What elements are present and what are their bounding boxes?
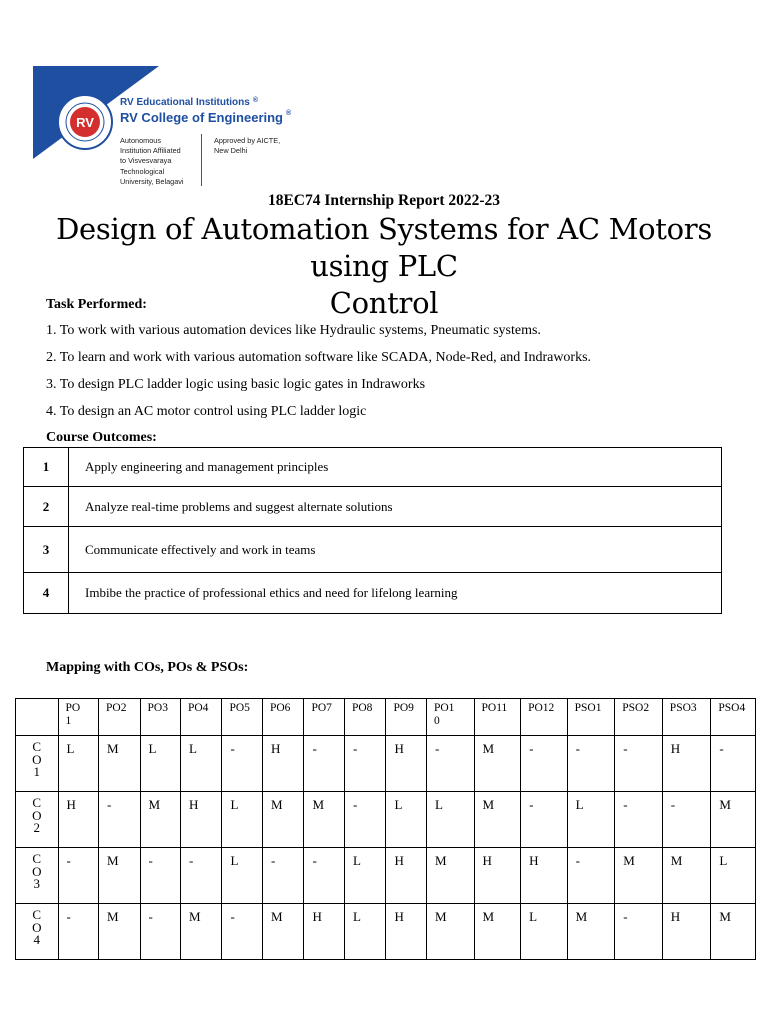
mapping-column-header: PO9	[386, 699, 426, 736]
outcome-number: 2	[24, 487, 69, 527]
mapping-column-header: PSO1	[567, 699, 615, 736]
mapping-cell: H	[474, 848, 521, 904]
task-item: 4. To design an AC motor control using PLC ladder logic	[46, 404, 367, 419]
mapping-column-header: PO7	[304, 699, 344, 736]
mapping-cell: -	[344, 792, 386, 848]
mapping-cell: -	[662, 792, 711, 848]
mapping-cell: H	[180, 792, 222, 848]
mapping-cell: -	[615, 736, 663, 792]
mapping-column-header: PSO4	[711, 699, 756, 736]
mapping-heading: Mapping with COs, POs & PSOs:	[46, 660, 249, 675]
mapping-cell: M	[99, 736, 141, 792]
mapping-row-label: C O 4	[16, 904, 59, 960]
outcome-number: 3	[24, 527, 69, 573]
mapping-cell: M	[262, 904, 304, 960]
mapping-column-header: PSO2	[615, 699, 663, 736]
mapping-column-header: PO 1	[58, 699, 98, 736]
mapping-row	[16, 848, 756, 904]
mapping-column-header: PO12	[521, 699, 568, 736]
mapping-column-header: PO8	[344, 699, 386, 736]
mapping-column-header: PO5	[222, 699, 262, 736]
mapping-cell: M	[662, 848, 711, 904]
approval-text: Approved by AICTE, New Delhi	[214, 136, 281, 156]
mapping-cell: -	[140, 904, 180, 960]
mapping-cell: M	[474, 736, 521, 792]
mapping-cell: M	[474, 792, 521, 848]
mapping-cell: L	[386, 792, 426, 848]
mapping-cell: L	[521, 904, 568, 960]
rv-seal-icon	[57, 94, 113, 150]
outcome-text: Communicate effectively and work in teams	[69, 527, 722, 573]
task-item: 1. To work with various automation devices like Hydraulic systems, Pneumatic systems.	[46, 323, 541, 338]
mapping-column-header: PO11	[474, 699, 521, 736]
co-po-mapping-table	[15, 698, 756, 960]
mapping-cell: -	[567, 848, 615, 904]
mapping-cell: -	[567, 736, 615, 792]
outcome-text: Analyze real-time problems and suggest alternate solutions	[69, 487, 722, 527]
mapping-cell: H	[386, 736, 426, 792]
mapping-cell: H	[662, 736, 711, 792]
mapping-cell: -	[222, 736, 262, 792]
mapping-cell: M	[99, 848, 141, 904]
mapping-row-label: C O 3	[16, 848, 59, 904]
mapping-cell: M	[304, 792, 344, 848]
mapping-cell: H	[521, 848, 568, 904]
title-line-2: Control	[329, 286, 439, 320]
mapping-cell: H	[58, 792, 98, 848]
report-line: 18EC74 Internship Report 2022-23	[267, 192, 501, 209]
mapping-cell: L	[222, 848, 262, 904]
mapping-cell: M	[567, 904, 615, 960]
mapping-cell: L	[140, 736, 180, 792]
mapping-cell: L	[222, 792, 262, 848]
mapping-column-header: PO2	[99, 699, 141, 736]
mapping-cell: M	[262, 792, 304, 848]
mapping-cell: -	[58, 904, 98, 960]
mapping-cell: H	[662, 904, 711, 960]
mapping-cell: M	[711, 792, 756, 848]
outcome-text: Imbibe the practice of professional ethics and need for lifelong learning	[69, 573, 722, 614]
mapping-column-header: PO1 0	[426, 699, 474, 736]
mapping-cell: M	[99, 904, 141, 960]
org-name-line1: RV Educational Institutions ®	[120, 97, 258, 108]
org-name-line2: RV College of Engineering ®	[120, 110, 292, 125]
outcomes-heading: Course Outcomes:	[46, 430, 157, 445]
mapping-row	[16, 736, 756, 792]
mapping-row	[16, 792, 756, 848]
course-outcomes-table	[23, 447, 722, 614]
mapping-cell: H	[262, 736, 304, 792]
mapping-cell: L	[344, 904, 386, 960]
mapping-cell: M	[615, 848, 663, 904]
mapping-cell: M	[426, 848, 474, 904]
outcome-row	[24, 527, 722, 573]
institution-logo	[33, 66, 313, 191]
mapping-cell: M	[140, 792, 180, 848]
mapping-cell: -	[222, 904, 262, 960]
mapping-cell: H	[304, 904, 344, 960]
mapping-cell: -	[521, 792, 568, 848]
mapping-column-header: PO6	[262, 699, 304, 736]
tasks-heading: Task Performed:	[46, 297, 147, 312]
mapping-cell: M	[180, 904, 222, 960]
mapping-row-label: C O 2	[16, 792, 59, 848]
mapping-cell: -	[711, 736, 756, 792]
outcome-row	[24, 448, 722, 487]
mapping-row-label: C O 1	[16, 736, 59, 792]
mapping-cell: L	[711, 848, 756, 904]
mapping-cell: -	[99, 792, 141, 848]
affiliation-text: Autonomous Institution Affiliated to Visvesvaraya Technological University, Belagavi	[120, 136, 184, 186]
mapping-cell: H	[386, 904, 426, 960]
seal-text: RV	[76, 115, 94, 130]
task-item: 3. To design PLC ladder logic using basic logic gates in Indraworks	[46, 377, 426, 392]
mapping-cell: -	[426, 736, 474, 792]
mapping-cell: -	[304, 848, 344, 904]
outcome-row	[24, 573, 722, 614]
title-line-1: Design of Automation Systems for AC Motors using PLC	[56, 212, 712, 283]
outcome-text: Apply engineering and management principles	[69, 448, 722, 487]
mapping-cell: M	[426, 904, 474, 960]
mapping-cell: L	[344, 848, 386, 904]
mapping-cell: L	[567, 792, 615, 848]
mapping-cell: L	[426, 792, 474, 848]
mapping-cell: -	[58, 848, 98, 904]
outcome-row	[24, 487, 722, 527]
mapping-cell: L	[58, 736, 98, 792]
mapping-cell: -	[180, 848, 222, 904]
mapping-corner-cell	[16, 699, 59, 736]
mapping-cell: -	[140, 848, 180, 904]
mapping-cell: L	[180, 736, 222, 792]
mapping-cell: M	[474, 904, 521, 960]
mapping-header-row	[16, 699, 756, 736]
mapping-cell: -	[304, 736, 344, 792]
mapping-cell: -	[344, 736, 386, 792]
mapping-cell: -	[262, 848, 304, 904]
mapping-cell: H	[386, 848, 426, 904]
mapping-column-header: PO3	[140, 699, 180, 736]
mapping-cell: -	[615, 904, 663, 960]
outcome-number: 1	[24, 448, 69, 487]
task-item: 2. To learn and work with various automation software like SCADA, Node-Red, and Indraworks.	[46, 350, 592, 365]
logo-divider	[201, 134, 202, 186]
mapping-row	[16, 904, 756, 960]
mapping-cell: -	[615, 792, 663, 848]
mapping-cell: M	[711, 904, 756, 960]
mapping-cell: -	[521, 736, 568, 792]
outcome-number: 4	[24, 573, 69, 614]
mapping-column-header: PO4	[180, 699, 222, 736]
mapping-column-header: PSO3	[662, 699, 711, 736]
